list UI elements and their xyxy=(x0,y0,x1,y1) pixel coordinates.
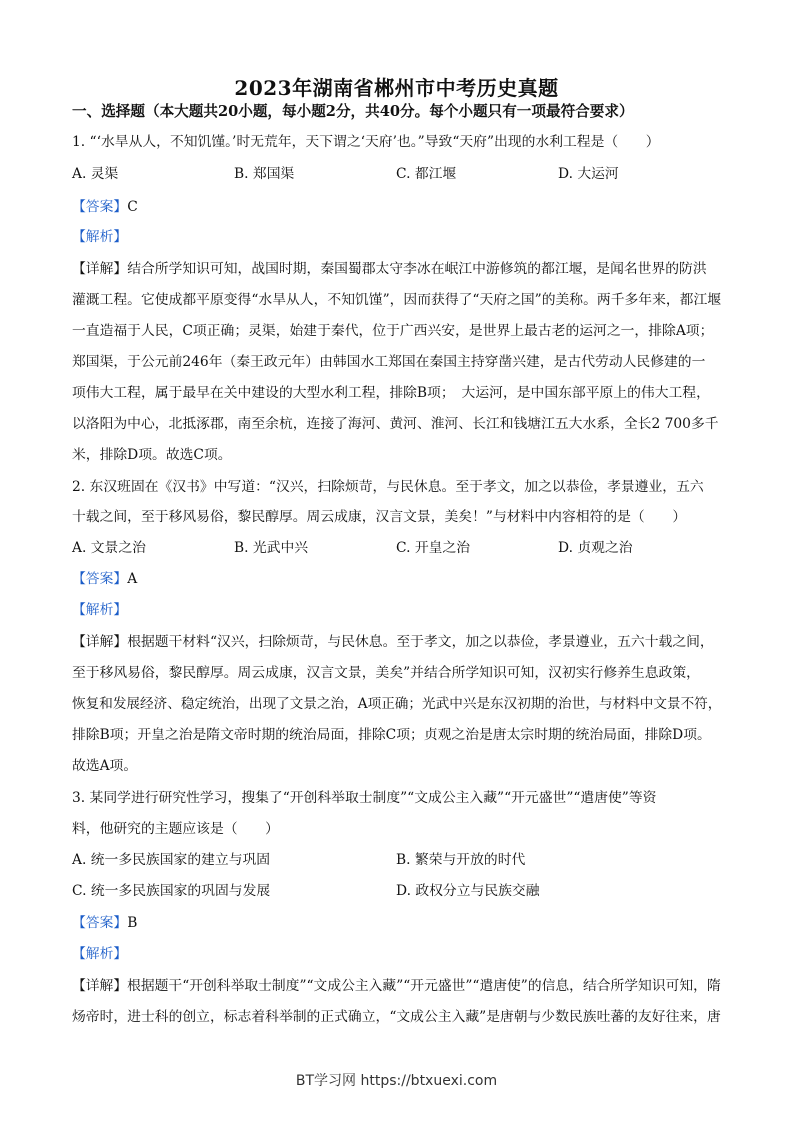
q2-analysis-tag: 【解析】 xyxy=(72,602,128,618)
q1-answer xyxy=(72,197,138,217)
q3-option-b: B. 繁荣与开放的时代 xyxy=(396,852,526,868)
q3-answer xyxy=(72,913,137,933)
answer-value: C xyxy=(127,199,138,215)
q2-option-b: B. 光武中兴 xyxy=(234,540,309,556)
q2-option-c: C. 开皇之治 xyxy=(396,540,471,556)
question-3-stem-line-1: 3. 某同学进行研究性学习，搜集了“开创科举取士制度”“文成公主入藏”“开元盛世”“遣唐使”等资 xyxy=(72,790,657,806)
q1-option-b: B. 郑国渠 xyxy=(234,166,295,182)
q3-detail-line-2: 炀帝时，进士科的创立，标志着科举制的正式确立，“文成公主入藏”是唐朝与少数民族吐蕃的友好往来，唐 xyxy=(72,1009,721,1025)
q3-option-d: D. 政权分立与民族交融 xyxy=(396,883,540,899)
q2-detail-line-1 xyxy=(72,632,714,652)
q2-answer xyxy=(72,569,137,589)
detail-tag: 【详解】 xyxy=(72,261,128,277)
q3-detail-line-1 xyxy=(72,976,721,996)
q1-analysis-tag: 【解析】 xyxy=(72,229,128,245)
q1-detail-line-4: 郑国渠，于公元前246年（秦王政元年）由韩国水工郑国在秦国主持穿凿兴建，是古代劳动人民修建的一 xyxy=(72,354,706,370)
q1-detail-line-3: 一直造福于人民，C项正确；灵渠，始建于秦代，位于广西兴安，是世界上最古老的运河之一，排除A项； xyxy=(72,323,714,339)
answer-value: B xyxy=(127,915,138,931)
q1-detail-line-1 xyxy=(72,259,707,279)
page-title: 2023年湖南省郴州市中考历史真题 xyxy=(234,76,559,100)
section-heading: 一、选择题（本大题共20小题，每小题2分，共40分。每个小题只有一项最符合要求） xyxy=(72,103,634,120)
q1-option-d: D. 大运河 xyxy=(558,166,619,182)
detail-text: 根据题干“开创科举取士制度”“文成公主入藏”“开元盛世”“遣唐使”的信息，结合所学知识可知，隋 xyxy=(127,978,721,994)
q2-detail-line-3: 恢复和发展经济、稳定统治，出现了文景之治，A项正确；光武中兴是东汉初期的治世，与材料中文景不符， xyxy=(72,696,722,712)
detail-tag: 【详解】 xyxy=(72,978,128,994)
q2-option-a: A. 文景之治 xyxy=(72,540,146,556)
q3-option-a: A. 统一多民族国家的建立与巩固 xyxy=(72,852,271,868)
answer-tag: 【答案】 xyxy=(72,915,128,931)
q1-option-a: A. 灵渠 xyxy=(72,166,119,182)
q2-detail-line-2: 至于移风易俗，黎民醇厚。周云成康，汉言文景，美矣”并结合所学知识可知，汉初实行修养生息政策， xyxy=(72,665,700,681)
footer-watermark: BT学习网 https://btxuexi.com xyxy=(295,1073,498,1089)
q1-detail-line-7: 米，排除D项。故选C项。 xyxy=(72,447,232,463)
answer-value: A xyxy=(127,571,138,587)
q2-option-d: D. 贞观之治 xyxy=(558,540,633,556)
q3-analysis-tag: 【解析】 xyxy=(72,946,128,962)
q1-detail-line-2: 灌溉工程。它使成都平原变得“水旱从人，不知饥馑”，因而获得了“天府之国”的美称。两千多年来，都江堰 xyxy=(72,292,722,308)
question-1-stem: 1. “‘水旱从人，不知饥馑。’时无荒年，天下谓之‘天府’也。”导致“天府”出现的水利工程是（ ） xyxy=(72,134,660,150)
detail-text: 根据题干材料“汉兴，扫除烦苛，与民休息。至于孝文，加之以恭俭，孝景遵业，五六十载之间， xyxy=(127,634,714,650)
q1-detail-line-6: 以洛阳为中心，北抵涿郡，南至余杭，连接了海河、黄河、淮河、长江和钱塘江五大水系，全长2 700多千 xyxy=(72,416,719,432)
detail-tag: 【详解】 xyxy=(72,634,128,650)
question-3-stem-line-2: 料，他研究的主题应该是（ ） xyxy=(72,821,279,837)
answer-tag: 【答案】 xyxy=(72,199,128,215)
q3-option-c: C. 统一多民族国家的巩固与发展 xyxy=(72,883,271,899)
q2-detail-line-5: 故选A项。 xyxy=(72,758,138,774)
answer-tag: 【答案】 xyxy=(72,571,128,587)
q1-option-c: C. 都江堰 xyxy=(396,166,457,182)
question-2-stem-line-1: 2. 东汉班固在《汉书》中写道：“汉兴，扫除烦苛，与民休息。至于孝文，加之以恭俭，孝景遵业，五六 xyxy=(72,479,704,495)
q2-detail-line-4: 排除B项；开皇之治是隋文帝时期的统治局面，排除C项；贞观之治是唐太宗时期的统治局面，排除D项。 xyxy=(72,727,711,743)
detail-text: 结合所学知识可知，战国时期，秦国蜀郡太守李冰在岷江中游修筑的都江堰，是闻名世界的防洪 xyxy=(127,261,707,277)
question-2-stem-line-2: 十载之间，至于移风易俗，黎民醇厚。周云成康，汉言文景，美矣！”与材料中内容相符的是（ ） xyxy=(72,509,687,525)
q1-detail-line-5: 项伟大工程，属于最早在关中建设的大型水利工程，排除B项； 大运河，是中国东部平原上的伟大工程， xyxy=(72,385,710,401)
